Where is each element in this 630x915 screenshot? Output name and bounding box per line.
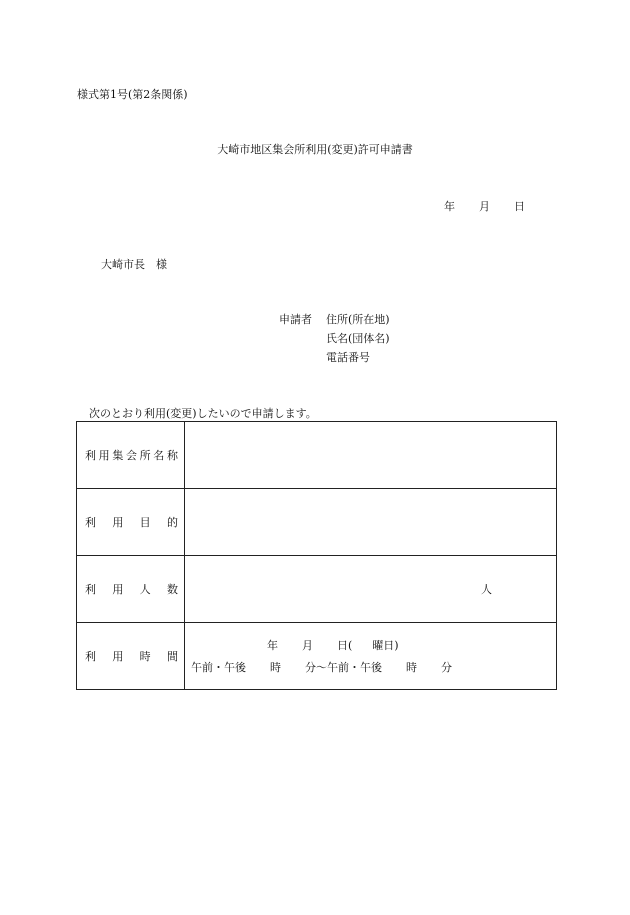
time-weekday-label: 曜日) — [372, 639, 399, 652]
label-char: 所 — [139, 449, 151, 462]
label-char: 時 — [139, 650, 151, 663]
label-char: 用 — [112, 583, 124, 596]
time-year-label: 年 — [267, 639, 278, 652]
usage-table — [76, 421, 557, 690]
label-char: 用 — [112, 516, 124, 529]
date-month-label: 月 — [479, 200, 490, 213]
document-title: 大崎市地区集会所利用(変更)許可申請書 — [217, 143, 413, 156]
label-char: 集 — [112, 449, 124, 462]
label-char: 用 — [112, 650, 124, 663]
table-row — [77, 489, 557, 556]
purpose-field[interactable] — [185, 489, 557, 556]
label-char: 利 — [85, 650, 96, 663]
facility-name-field[interactable] — [185, 422, 557, 489]
label-char: 利 — [85, 449, 96, 462]
table-row — [77, 623, 557, 690]
table-row — [77, 556, 557, 623]
start-minute-label: 分～午前・午後 — [305, 661, 382, 674]
start-hour-label: 時 — [270, 661, 281, 674]
label-char: 用 — [98, 449, 110, 462]
facility-name-label — [77, 422, 185, 489]
label-char: 会 — [125, 449, 137, 462]
applicant-name-label: 氏名(団体名) — [326, 332, 390, 345]
end-minute-label: 分 — [441, 661, 452, 674]
time-month-label: 月 — [302, 639, 313, 652]
time-day-label: 日( — [337, 639, 353, 652]
label-char: 間 — [166, 650, 178, 663]
applicant-address-label: 住所(所在地) — [326, 313, 390, 326]
label-char: 利 — [85, 516, 96, 529]
addressee: 大崎市長 様 — [101, 258, 167, 271]
label-char: 的 — [166, 516, 178, 529]
start-ampm-label: 午前・午後 — [191, 661, 246, 674]
time-range-line — [191, 659, 556, 675]
label-char: 数 — [166, 583, 178, 596]
label-char: 目 — [139, 516, 151, 529]
form-number: 様式第1号(第2条関係) — [77, 88, 188, 101]
date-year-label: 年 — [444, 200, 455, 213]
label-char: 名 — [153, 449, 165, 462]
intro-text: 次のとおり利用(変更)したいので申請します。 — [89, 407, 317, 420]
date-day-label: 日 — [514, 200, 525, 213]
headcount-unit: 人 — [481, 583, 492, 596]
time-label — [77, 623, 185, 690]
label-char: 称 — [166, 449, 178, 462]
end-hour-label: 時 — [406, 661, 417, 674]
label-char: 人 — [139, 583, 151, 596]
date-line — [444, 198, 525, 214]
headcount-label — [77, 556, 185, 623]
purpose-label — [77, 489, 185, 556]
applicant-label: 申請者 — [279, 313, 312, 326]
table-row — [77, 422, 557, 489]
label-char: 利 — [85, 583, 96, 596]
time-field[interactable] — [185, 623, 557, 690]
headcount-field[interactable] — [185, 556, 557, 623]
time-date-line — [191, 637, 556, 653]
applicant-phone-label: 電話番号 — [326, 351, 370, 364]
